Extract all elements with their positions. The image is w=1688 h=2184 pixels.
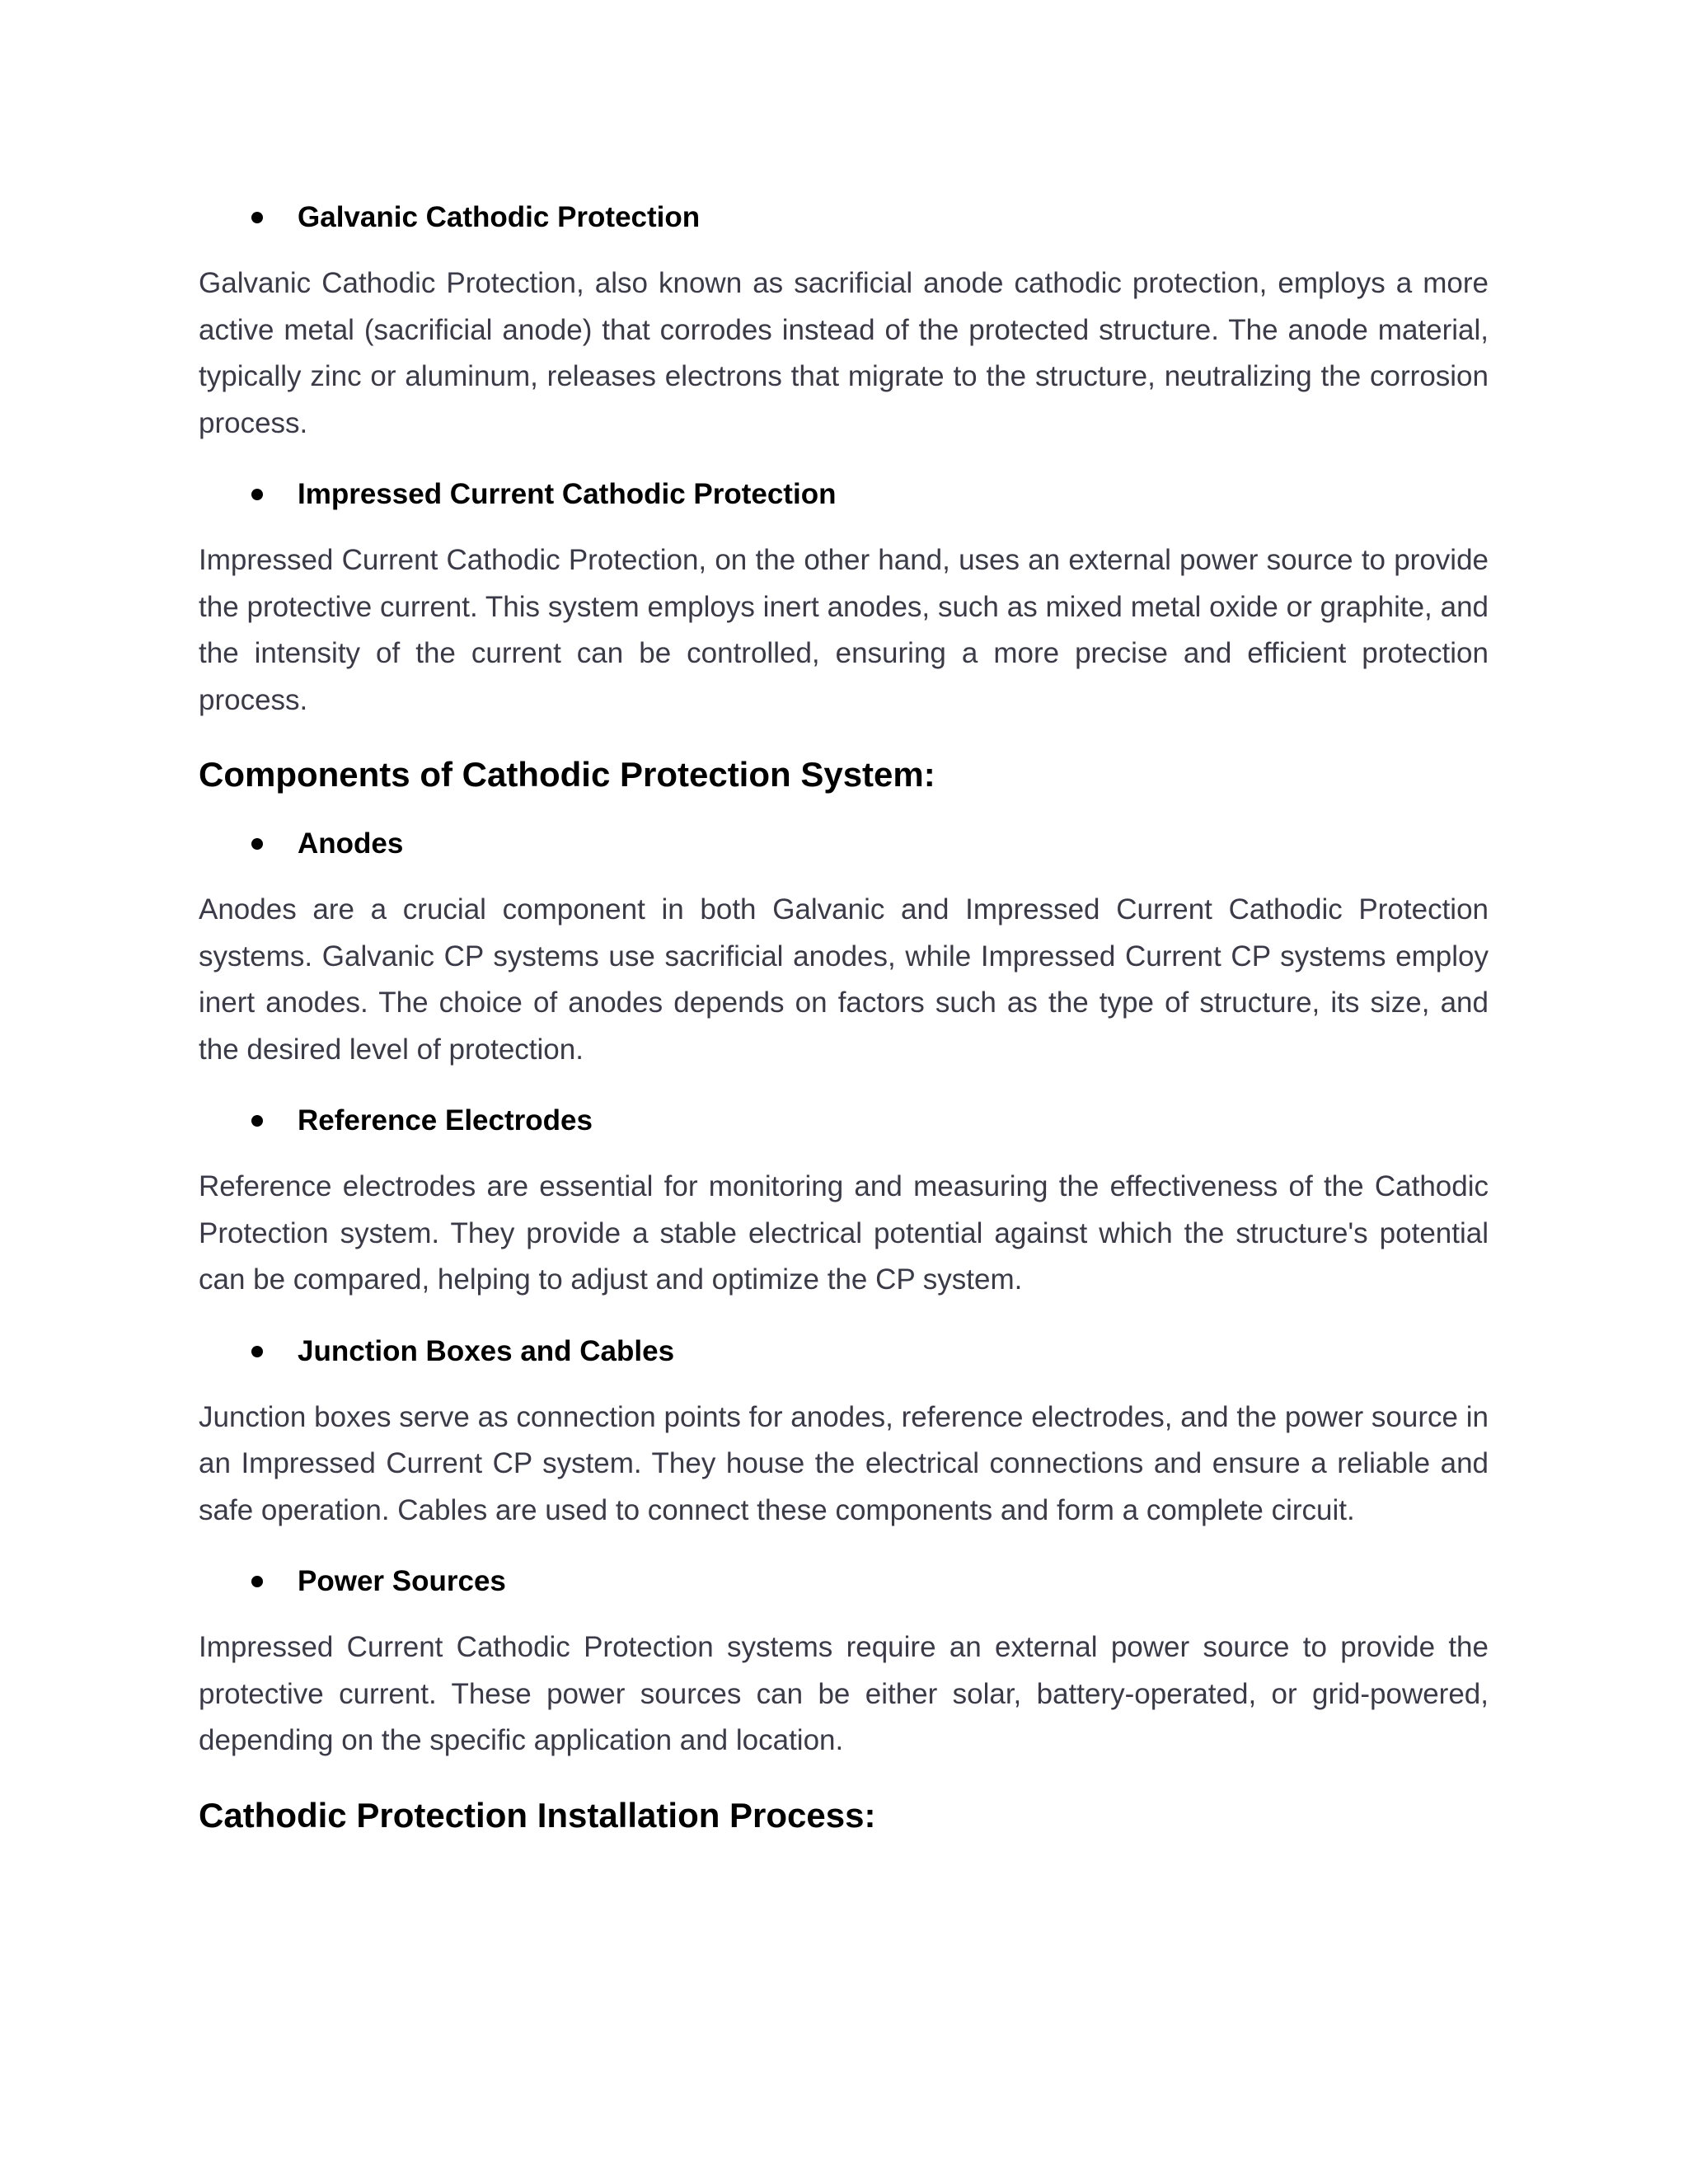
paragraph-reference-electrodes: Reference electrodes are essential for monitoring and measuring the effectiveness of the Cathodic Protection system. They provide a stable electrical potential against which the structure's potential can be compared, helping to adjust and optimize the CP system.: [199, 1170, 1489, 1296]
bullet-dot-icon: [251, 1576, 263, 1587]
section-heading-components: Components of Cathodic Protection System:: [199, 755, 935, 794]
paragraph-galvanic: Galvanic Cathodic Protection, also known as sacrificial anode cathodic protection, employs a more active metal (sacrificial anode) that corrodes instead of the protected structure. The anode material, typically zinc or aluminum, releases electrons that migrate to the structure, neutralizing the corrosion process.: [199, 267, 1489, 439]
paragraph-anodes: Anodes are a crucial component in both Galvanic and Impressed Current Cathodic Protection systems. Galvanic CP systems use sacrificial anodes, while Impressed Current CP systems employ inert anodes. The choice of anodes depends on factors such as the type of structure, its size, and the desired level of protection.: [199, 893, 1489, 1066]
bullet-heading-galvanic: [199, 198, 1489, 237]
bullet-heading-impressed-current: [199, 475, 1489, 514]
bullet-heading-anodes: [199, 824, 1489, 864]
bullet-heading-junction-boxes: [199, 1332, 1489, 1371]
bullet-dot-icon: [251, 1346, 263, 1357]
bullet-heading-text: Anodes: [298, 827, 404, 860]
paragraph-power-sources: Impressed Current Cathodic Protection systems require an external power source to provide the protective current. These power sources can be either solar, battery-operated, or grid-powered, depending on the specific application and location.: [199, 1631, 1489, 1756]
bullet-heading-text: Galvanic Cathodic Protection: [298, 201, 701, 233]
document-page: [199, 198, 1489, 1865]
section-heading-installation: Cathodic Protection Installation Process:: [199, 1795, 876, 1835]
bullet-heading-text: Impressed Current Cathodic Protection: [298, 478, 837, 510]
bullet-dot-icon: [251, 838, 263, 850]
bullet-heading-text: Junction Boxes and Cables: [298, 1334, 675, 1367]
bullet-heading-reference-electrodes: [199, 1101, 1489, 1141]
bullet-heading-text: Power Sources: [298, 1565, 506, 1597]
bullet-dot-icon: [251, 1115, 263, 1127]
bullet-heading-text: Reference Electrodes: [298, 1104, 593, 1137]
bullet-dot-icon: [251, 212, 263, 223]
bullet-heading-power-sources: [199, 1562, 1489, 1601]
paragraph-impressed-current: Impressed Current Cathodic Protection, on the other hand, uses an external power source to provide the protective current. This system employs inert anodes, such as mixed metal oxide or graphite, and the intensity of the current can be controlled, ensuring a more precise and efficient protection process.: [199, 544, 1489, 716]
paragraph-junction-boxes: Junction boxes serve as connection points for anodes, reference electrodes, and the power source in an Impressed Current CP system. They house the electrical connections and ensure a reliable and safe operation. Cables are used to connect these components and form a complete circuit.: [199, 1400, 1489, 1526]
bullet-dot-icon: [251, 489, 263, 500]
